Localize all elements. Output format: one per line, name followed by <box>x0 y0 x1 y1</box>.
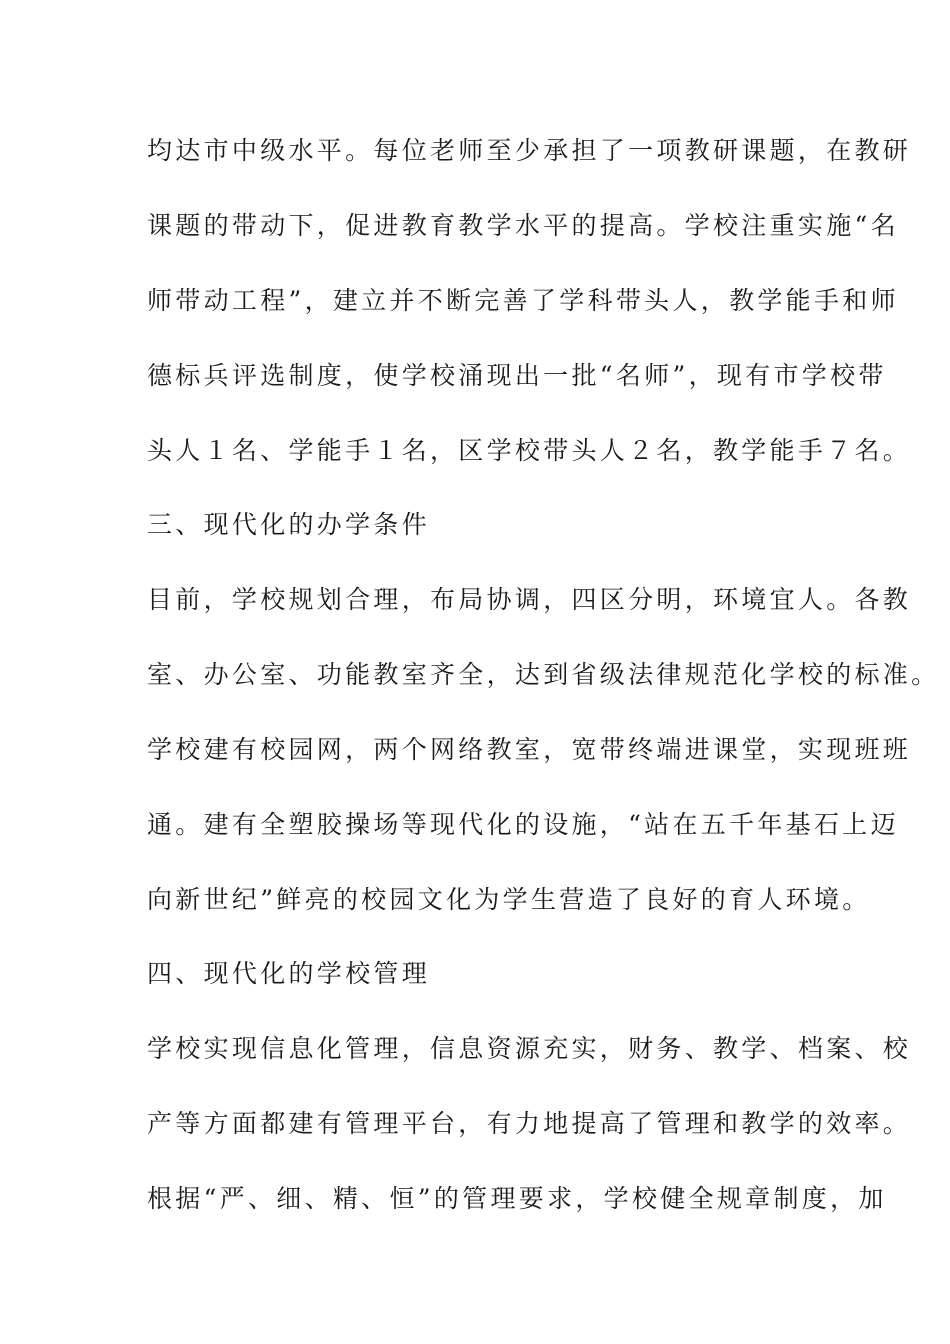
paragraph-line: 通。建有全塑胶操场等现代化的设施，“站在五千年基石上迈 <box>147 810 899 839</box>
paragraph-line: 根据“严、细、精、恒”的管理要求，学校健全规章制度，加 <box>147 1184 887 1213</box>
paragraph-line: 学校实现信息化管理，信息资源充实，财务、教学、档案、校 <box>147 1034 912 1063</box>
paragraph-line: 学校建有校园网，两个网络教室，宽带终端进课堂，实现班班 <box>147 735 912 764</box>
paragraph-line: 均达市中级水平。每位老师至少承担了一项教研课题，在教研 <box>147 136 912 165</box>
paragraph-line: 头人１名、学能手１名，区学校带头人２名，教学能手７名。 <box>147 436 912 465</box>
paragraph-line: 师带动工程”，建立并不断完善了学科带头人，教学能手和师 <box>147 286 899 315</box>
section-heading: 四、现代化的学校管理 <box>147 959 431 988</box>
paragraph-line: 德标兵评选制度，使学校涌现出一批“名师”，现有市学校带 <box>147 361 887 390</box>
paragraph-line: 向新世纪”鲜亮的校园文化为学生营造了良好的育人环境。 <box>147 885 871 914</box>
paragraph-line: 目前，学校规划合理，布局协调，四区分明，环境宜人。各教 <box>147 585 912 614</box>
section-heading: 三、现代化的办学条件 <box>147 510 431 539</box>
paragraph-line: 产等方面都建有管理平台，有力地提高了管理和教学的效率。 <box>147 1109 912 1138</box>
paragraph-line: 课题的带动下，促进教育教学水平的提高。学校注重实施“名 <box>147 211 899 240</box>
paragraph-line: 室、办公室、功能教室齐全，达到省级法律规范化学校的标准。 <box>147 660 940 689</box>
